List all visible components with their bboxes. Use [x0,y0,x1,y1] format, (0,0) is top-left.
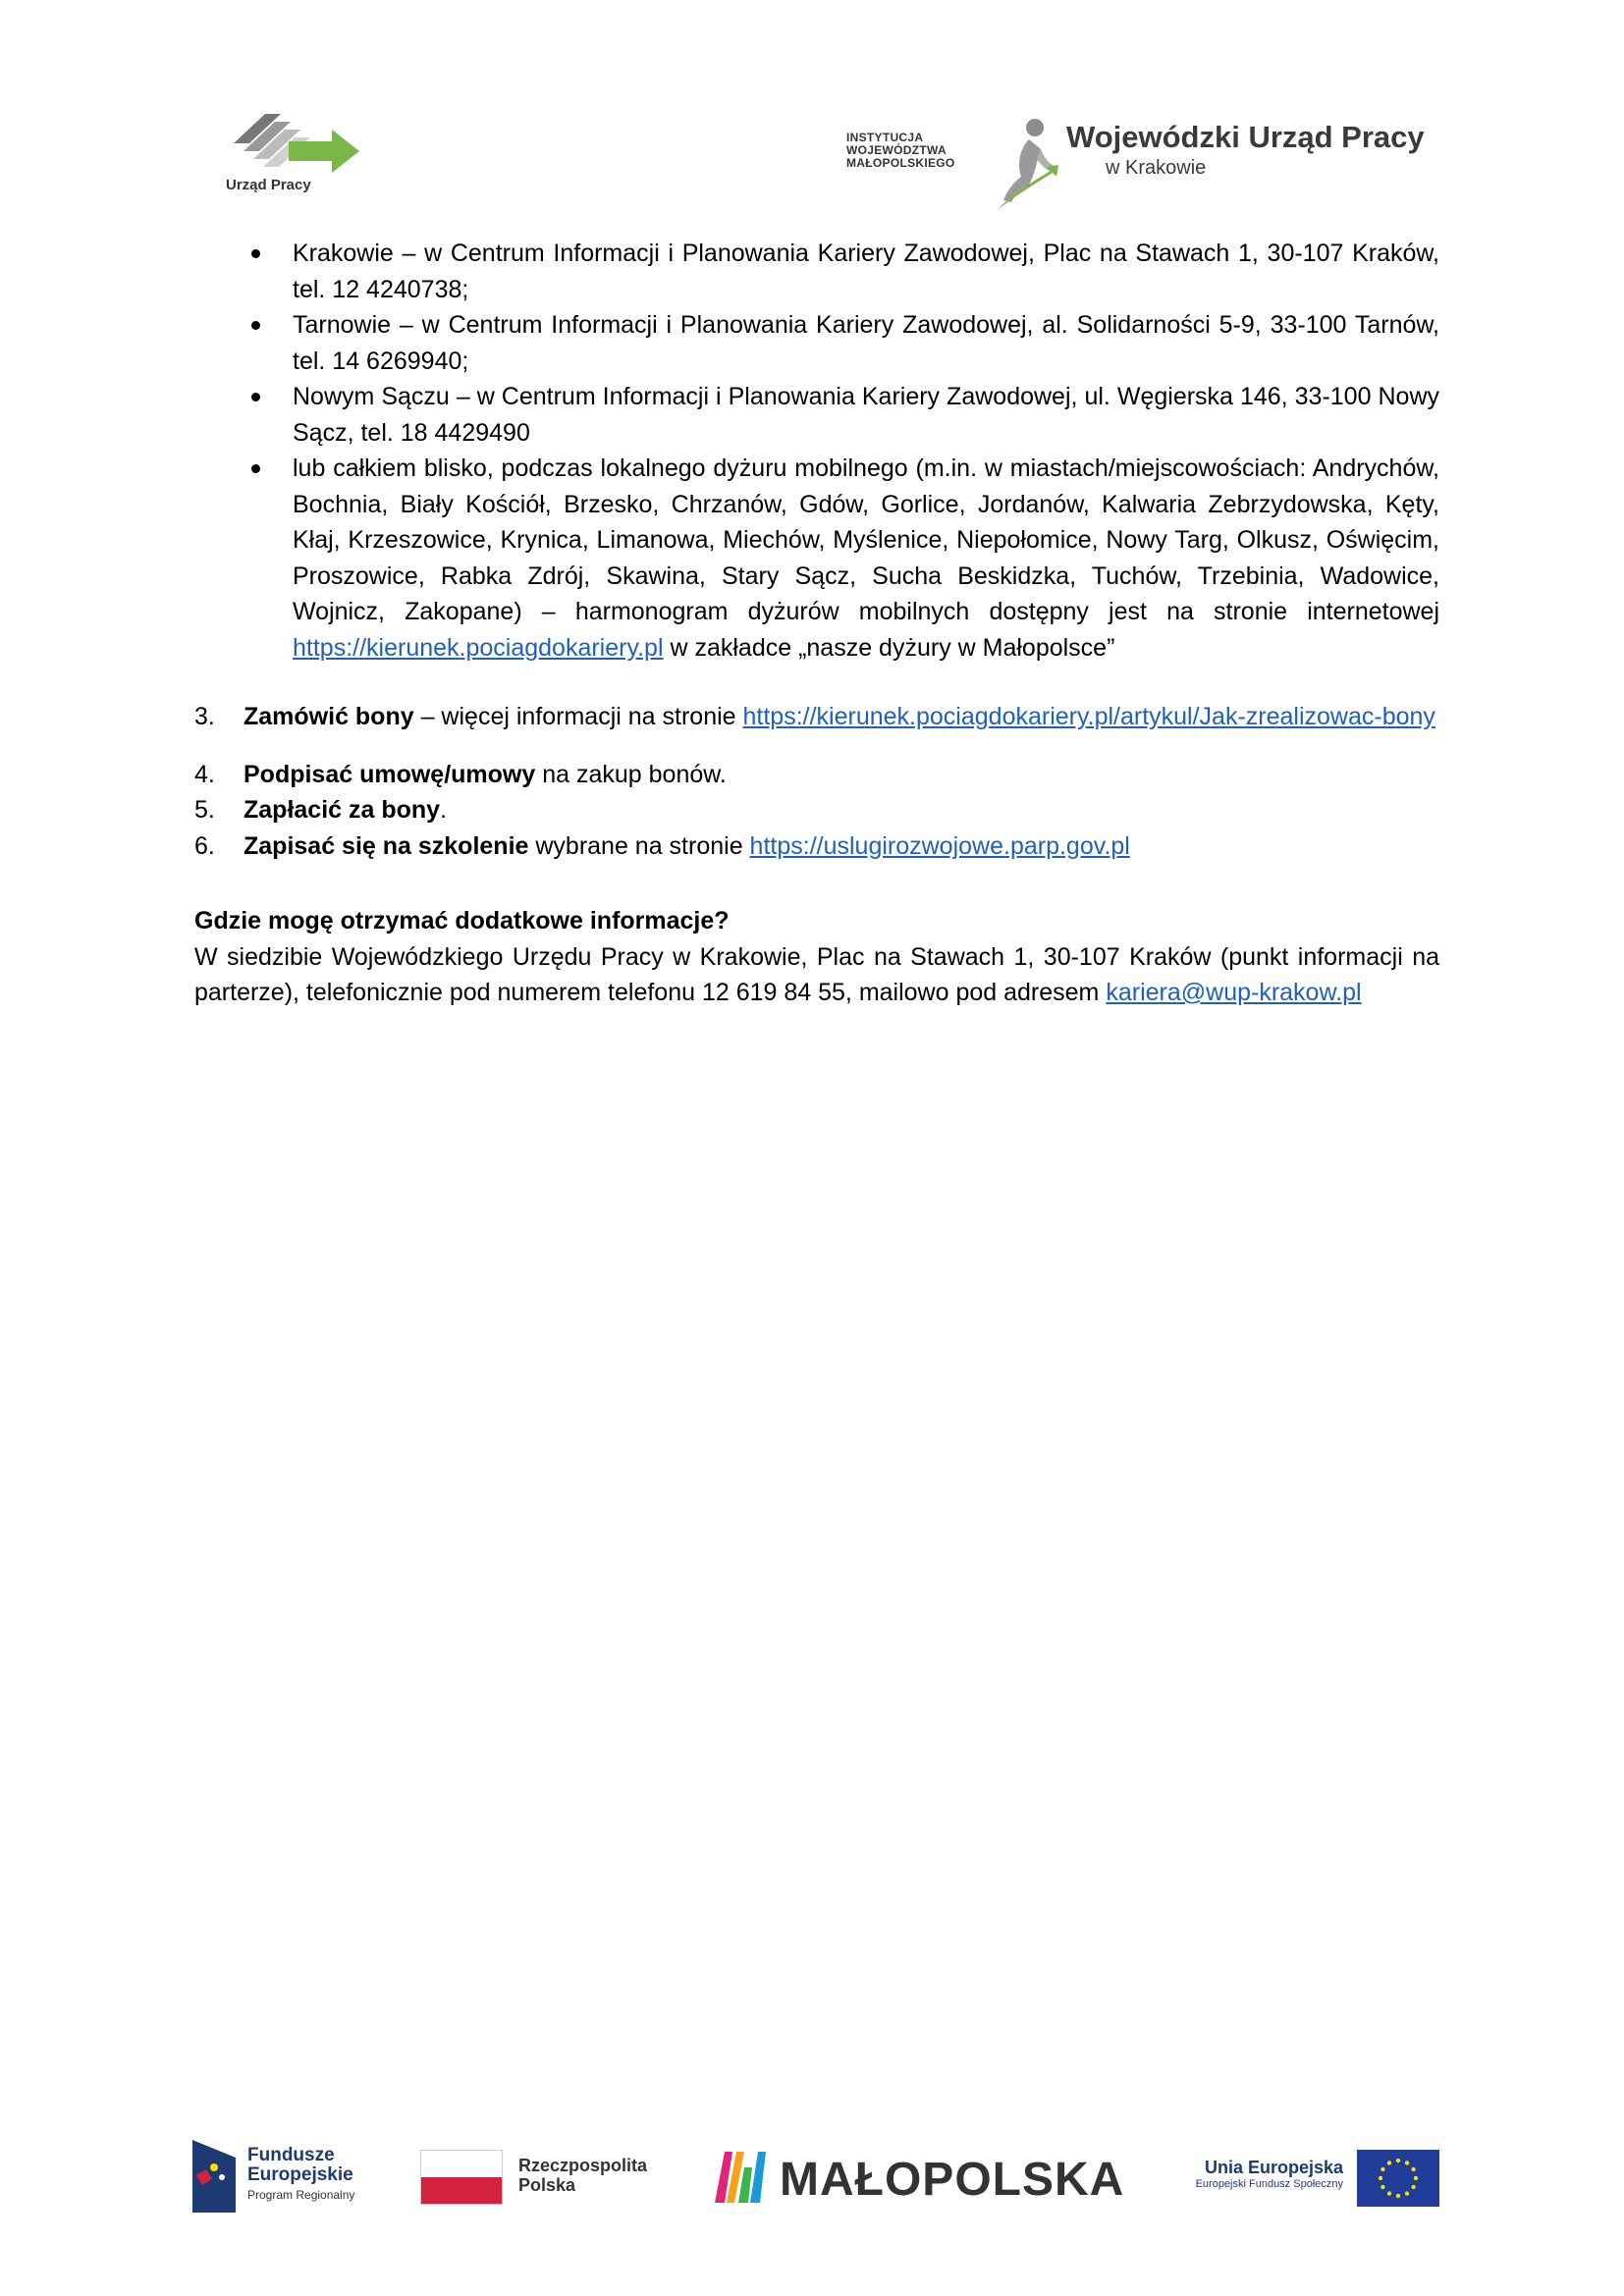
info-paragraph [194,939,1439,1011]
info-question: Gdzie mogę otrzymać dodatkowe informacje? [194,907,730,934]
list-item [194,379,1439,451]
uslugi-rozwojowe-link[interactable]: https://uslugirozwojowe.parp.gov.pl [749,831,1130,860]
eu-star-icon [1411,2167,1415,2171]
step-bold: Zapisać się na szkolenie [244,831,529,860]
eu-star-icon [1414,2176,1418,2180]
wup-subtitle: w Krakowie [1106,157,1207,179]
step-number: 3. [194,703,215,730]
bullet-icon [251,393,260,401]
fe-line-small: Program Regionalny [247,2188,355,2202]
urzad-pracy-logo-icon [224,106,371,177]
step-text: na zakup bonów. [535,760,727,788]
urzad-pracy-logo-text: Urząd Pracy [226,177,311,193]
step-number: 5. [194,796,215,824]
list-item [194,307,1439,379]
eu-star-icon [1379,2176,1382,2180]
step-number: 4. [194,760,215,788]
page-header [0,106,1624,214]
list-item-text: w zakładce „nasze dyżury w Małopolsce” [663,633,1115,662]
urzad-pracy-logo [224,106,371,200]
ue-line-small: Europejski Fundusz Społeczny [1195,2178,1343,2190]
rp-line: Rzeczpospolita [518,2156,648,2175]
rp-line: Polska [518,2175,576,2195]
step-item [194,828,1439,865]
email-link[interactable]: kariera@wup-krakow.pl [1106,979,1362,1006]
step-item [194,792,1439,828]
info-text: W siedzibie Wojewódzkiego Urzędu Pracy w Krakowie, Plac na Stawach 1, 30-107 Kraków (punkt informacji na parterze), telefonicznie pod numerem telefonu 12 619 84 55, mailowo pod adresem [194,942,1439,1006]
step-bold: Podpisać umowę/umowy [244,760,536,788]
document-body [194,236,1439,1011]
institution-line: MAŁOPOLSKIEGO [846,156,955,170]
institution-label [846,132,955,170]
step-text: wybrane na stronie [528,831,750,860]
fe-line: Fundusze [247,2145,335,2165]
eu-star-icon [1387,2191,1391,2195]
step-bold: Zapłacić za bony [244,796,441,824]
page-footer [0,2140,1624,2218]
eu-star-icon [1387,2161,1391,2164]
list-item [194,451,1439,666]
step-text: . [440,796,448,824]
eu-flag-icon [1357,2150,1439,2207]
wup-figure-icon [992,116,1060,214]
eu-star-icon [1396,2194,1400,2198]
step-number: 6. [194,831,215,860]
list-item [194,236,1439,307]
fundusze-europejskie-text [247,2146,354,2205]
wup-title: Wojewódzki Urząd Pracy [1066,120,1425,154]
bullet-icon [251,249,260,258]
list-item-text: lub całkiem blisko, podczas lokalnego dyżuru mobilnego (m.in. w miastach/miejscowościach: Andrychów, Bochnia, Biały Kościół, Brzesko, Chrzanów, Gdów, Gorlice, Jordanów, Kalwaria Zebrzydowska, Kęty, Kłaj, Krzeszowice, Krynica, Limanowa, Miechów, Myślenice, Niepołomice, Nowy Targ, Olkusz, Oświęcim, Proszowice, Rabka Zdrój, Skawina, Stary Sącz, Sucha Beskidzka, Tuchów, Trzebinia, Wadowice, Wojnicz, Zakopane) – harmonogram dyżurów mobilnych dostępny jest na stronie internetowej [293,454,1439,625]
eu-star-icon [1380,2185,1384,2189]
list-item-text: Krakowie – w Centrum Informacji i Planowania Kariery Zawodowej, Plac na Stawach 1, 30-107 Kraków, tel. 12 4240738; [293,240,1439,303]
step-item [194,699,1439,735]
jak-zrealizowac-bony-link[interactable]: https://kierunek.pociagdokariery.pl/artykul/Jak-zrealizowac-bony [742,703,1435,730]
list-item-text: Tarnowie – w Centrum Informacji i Planowania Kariery Zawodowej, al. Solidarności 5-9, 33-100 Tarnów, tel. 14 6269940; [293,311,1439,375]
bullet-icon [251,321,260,330]
step-item [194,757,1439,793]
list-item-text: Nowym Sączu – w Centrum Informacji i Planowania Kariery Zawodowej, ul. Węgierska 146, 33-100 Nowy Sącz, tel. 18 4429490 [293,383,1439,447]
ue-line: Unia Europejska [1204,2158,1343,2177]
fe-line: Europejskie [247,2164,353,2185]
fundusze-europejskie-icon [192,2140,236,2213]
eu-star-icon [1405,2161,1409,2164]
bullet-icon [251,464,260,473]
unia-europejska-text [1168,2158,1343,2191]
kierunek-link[interactable]: https://kierunek.pociagdokariery.pl [293,633,664,662]
eu-star-icon [1411,2185,1415,2189]
malopolska-logo-icon [715,2148,772,2207]
step-text: – więcej informacji na stronie [413,703,743,730]
eu-star-icon [1405,2191,1409,2195]
institution-line: WOJEWÓDZTWA [846,143,947,157]
rzeczpospolita-text [518,2156,647,2195]
polish-flag-icon [420,2150,503,2205]
institution-line: INSTYTUCJA [846,131,924,144]
location-list [194,236,1439,666]
step-bold: Zamówić bony [244,703,414,730]
eu-star-icon [1380,2167,1384,2171]
steps-list [194,699,1439,864]
eu-star-icon [1396,2159,1400,2163]
malopolska-text: MAŁOPOLSKA [780,2154,1125,2206]
